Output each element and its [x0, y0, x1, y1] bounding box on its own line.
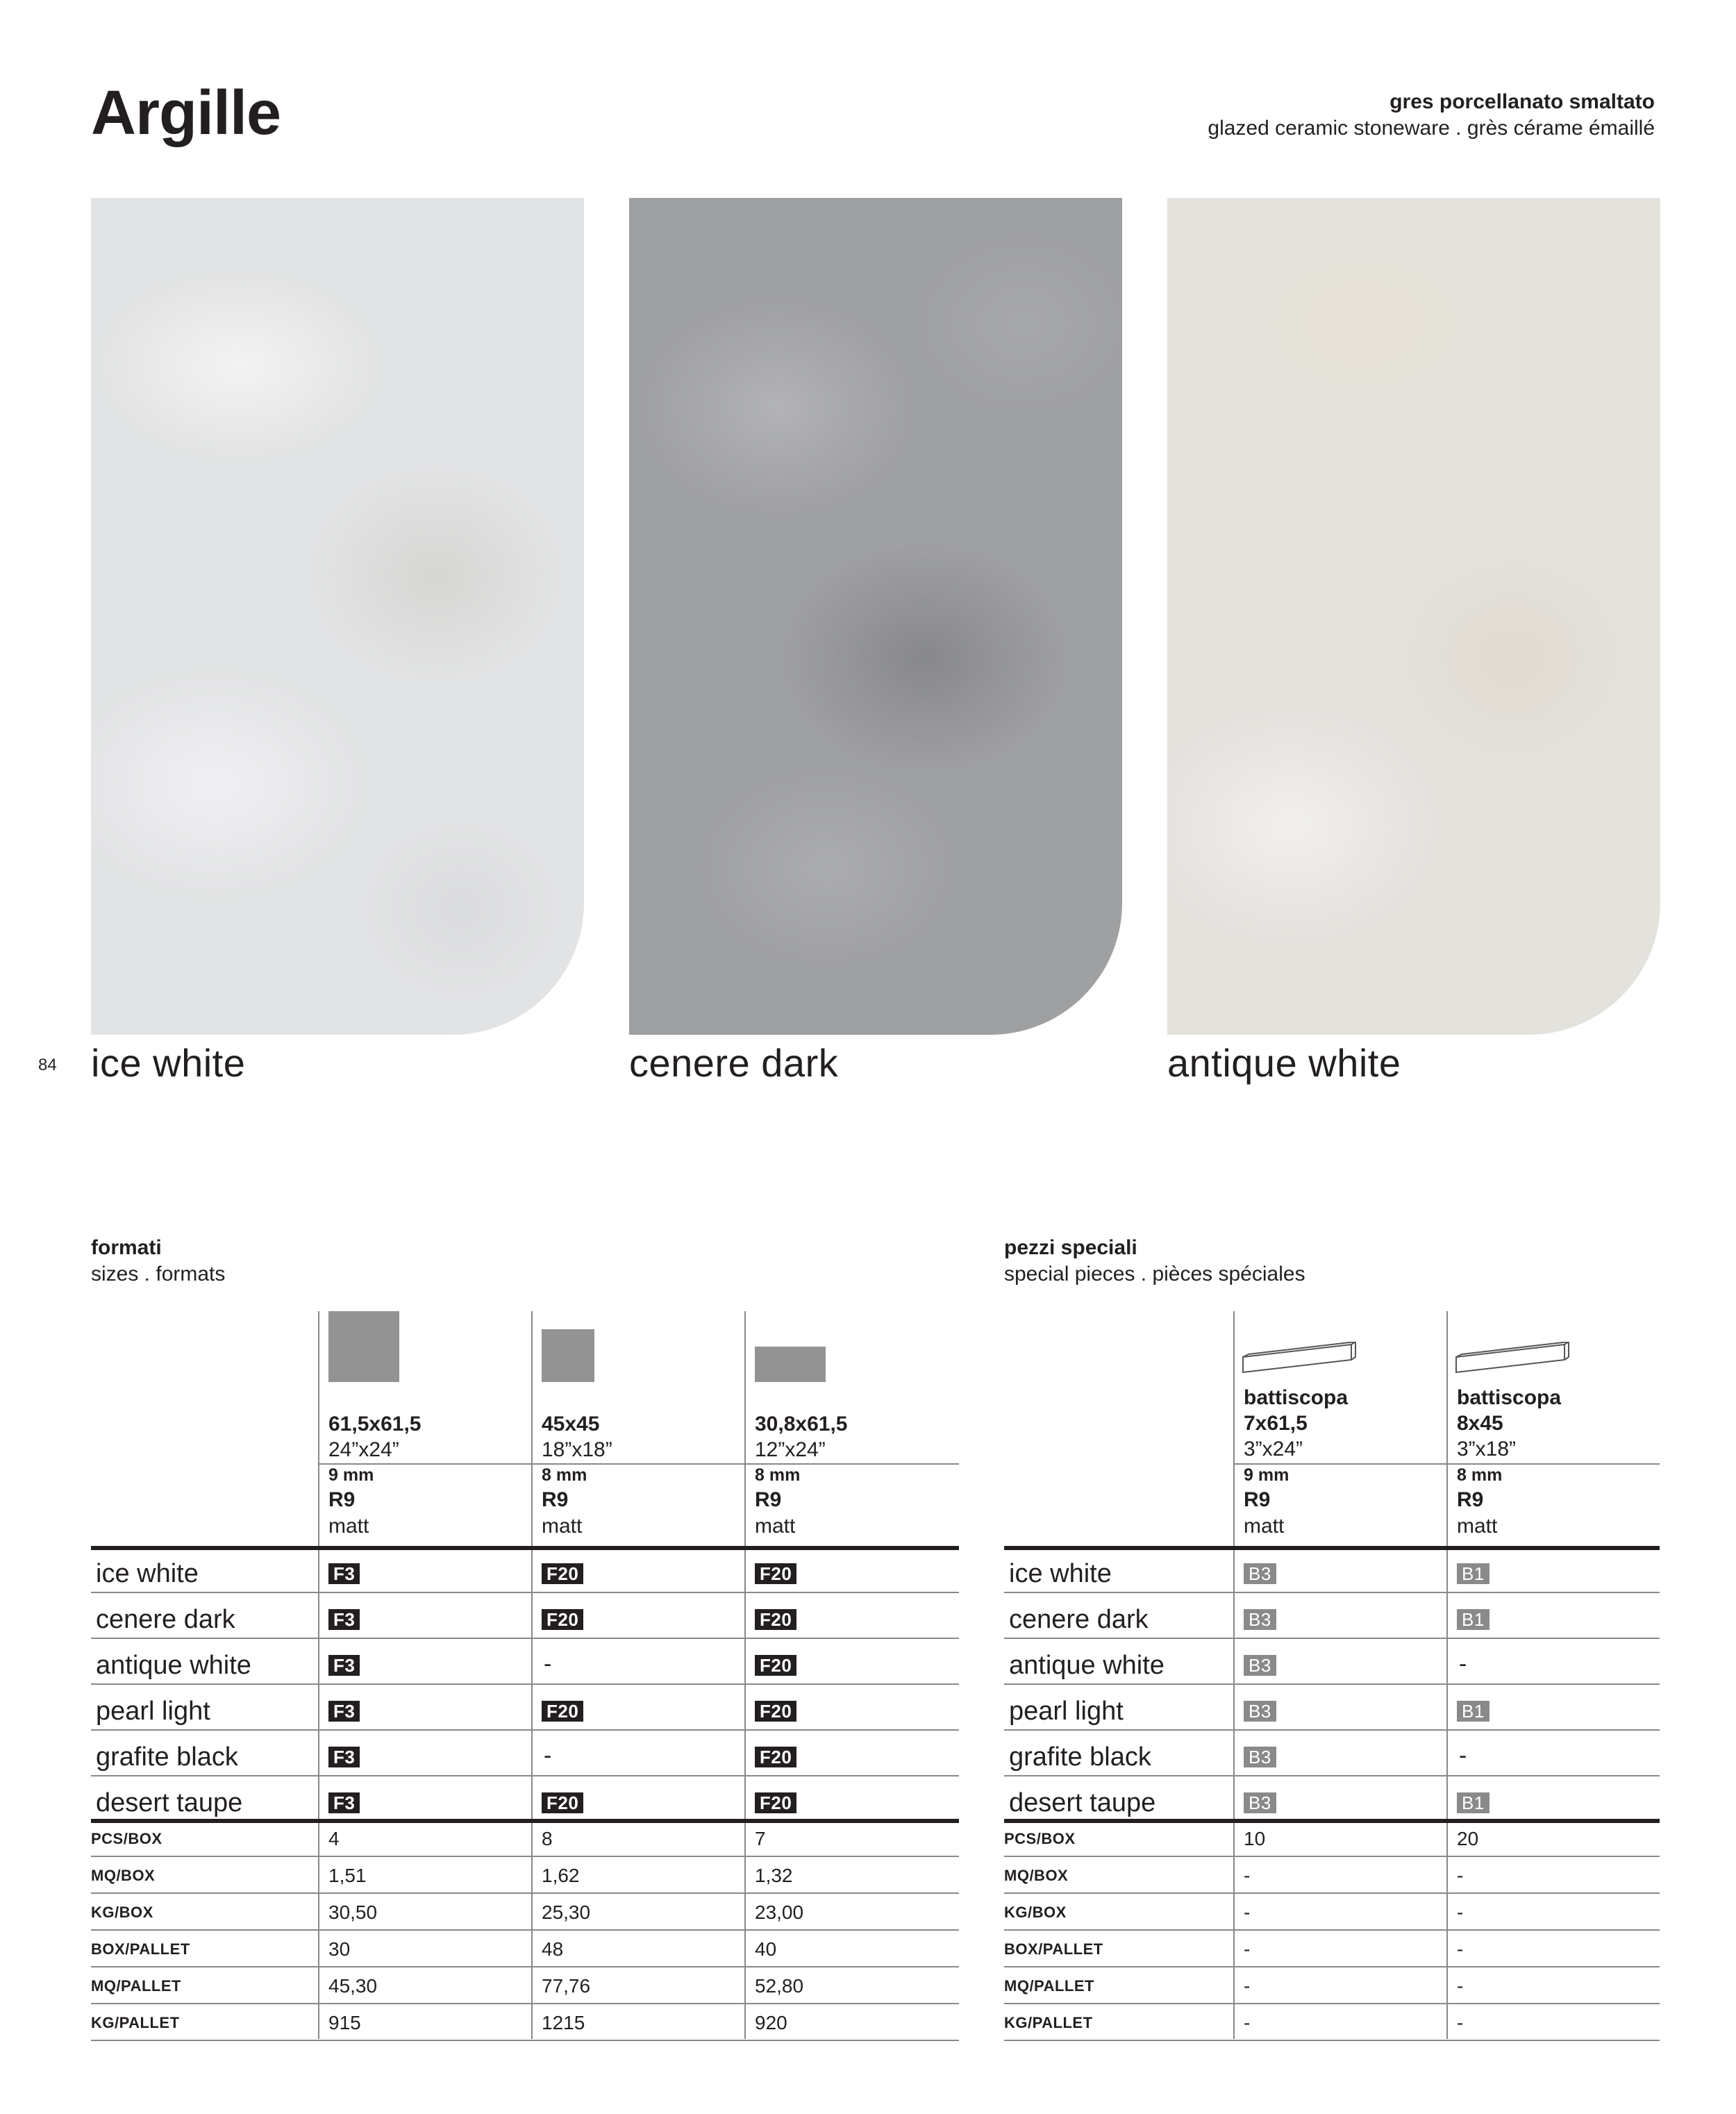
format-size-cm: 45x45 — [542, 1413, 600, 1435]
stat-label: MQ/BOX — [91, 1867, 156, 1884]
stat-value: 23,00 — [755, 1901, 804, 1923]
special-piece-specs — [1457, 1464, 1502, 1539]
table-row-label: ice white — [1009, 1559, 1112, 1588]
format-thickness: 9 mm — [328, 1465, 374, 1485]
packaging-code-badge: F20 — [542, 1792, 583, 1813]
format-header — [542, 1411, 612, 1463]
special-piece-size-in: 3”x24” — [1244, 1438, 1303, 1460]
stat-label: MQ/PALLET — [1004, 1977, 1094, 1995]
stat-label: BOX/PALLET — [1004, 1940, 1103, 1958]
stat-value: - — [1244, 2012, 1251, 2033]
stat-value: 4 — [328, 1828, 340, 1849]
formats-title-translations: sizes . formats — [91, 1263, 226, 1285]
format-slip-rating: R9 — [542, 1488, 569, 1511]
formats-section-title — [91, 1235, 225, 1288]
packaging-code-badge: B3 — [1244, 1655, 1276, 1676]
packaging-code-badge: B3 — [1244, 1563, 1276, 1584]
stat-value: 1,51 — [328, 1865, 367, 1886]
special-piece-size-cm: 7x61,5 — [1244, 1412, 1308, 1435]
stat-label: KG/BOX — [1004, 1904, 1067, 1921]
tile-label: cenere dark — [629, 1041, 839, 1085]
packaging-code-badge: B3 — [1244, 1792, 1276, 1813]
format-finish: matt — [755, 1515, 796, 1538]
stat-value: - — [1457, 1865, 1464, 1886]
stat-value: 920 — [755, 2012, 787, 2033]
packaging-code-badge: F3 — [328, 1747, 360, 1767]
packaging-code-badge: B3 — [1244, 1609, 1276, 1630]
stat-value: - — [1457, 1975, 1464, 1997]
stat-value: - — [1244, 1938, 1251, 1960]
packaging-code-badge: F20 — [755, 1563, 796, 1584]
stat-value: 1,32 — [755, 1865, 793, 1886]
format-shape-45x45 — [542, 1329, 594, 1382]
stat-value: - — [1457, 2012, 1464, 2033]
stat-value: - — [1457, 1938, 1464, 1960]
table-row-label: antique white — [1009, 1651, 1165, 1680]
page-title: Argille — [91, 78, 281, 148]
stat-value: - — [1244, 1865, 1251, 1886]
format-thickness: 8 mm — [542, 1465, 587, 1485]
packaging-code-badge: F3 — [328, 1701, 360, 1722]
stat-value: 20 — [1457, 1828, 1479, 1849]
stat-value: 48 — [542, 1938, 564, 1960]
table-row-label: pearl light — [96, 1697, 210, 1726]
stat-value: 52,80 — [755, 1975, 804, 1997]
format-thickness: 8 mm — [755, 1465, 801, 1485]
format-finish: matt — [542, 1515, 583, 1538]
stat-value: 30 — [328, 1938, 351, 1960]
table-row-label: cenere dark — [96, 1605, 235, 1634]
format-slip-rating: R9 — [755, 1488, 782, 1511]
packaging-code-badge: F3 — [328, 1609, 360, 1630]
page-subtitle — [1208, 89, 1655, 142]
packaging-code-badge: B1 — [1457, 1792, 1489, 1813]
not-available-dash: - — [544, 1651, 552, 1677]
tile-swatch-cenere-dark — [629, 198, 1122, 1035]
packaging-code-badge: F20 — [755, 1792, 796, 1813]
stat-value: 30,50 — [328, 1901, 378, 1923]
packaging-code-badge: B3 — [1244, 1701, 1276, 1722]
format-specs — [755, 1464, 800, 1539]
skirting-board-icon — [1242, 1342, 1360, 1383]
format-header — [328, 1411, 421, 1463]
stat-value: - — [1457, 1901, 1464, 1923]
stat-label: BOX/PALLET — [91, 1940, 190, 1958]
stat-label: MQ/PALLET — [91, 1977, 181, 1995]
special-piece-specs — [1244, 1464, 1289, 1539]
stat-value: 40 — [755, 1938, 777, 1960]
packaging-code-badge: F20 — [755, 1655, 796, 1676]
stat-value: 1215 — [542, 2012, 585, 2033]
stat-label: KG/PALLET — [1004, 2014, 1093, 2031]
packaging-code-badge: B3 — [1244, 1747, 1276, 1767]
stat-value: 915 — [328, 2012, 361, 2033]
format-size-cm: 61,5x61,5 — [328, 1413, 422, 1435]
tile-swatch-ice-white — [91, 198, 584, 1035]
stat-label: KG/PALLET — [91, 2014, 180, 2031]
stat-value: 77,76 — [542, 1975, 591, 1997]
special-piece-name: battiscopa — [1244, 1386, 1349, 1409]
format-specs — [328, 1464, 374, 1539]
packaging-code-badge: F20 — [542, 1701, 583, 1722]
format-size-in: 18”x18” — [542, 1438, 612, 1461]
special-piece-size-in: 3”x18” — [1457, 1438, 1517, 1460]
special-piece-thickness: 9 mm — [1244, 1465, 1290, 1485]
subtitle-translations: glazed ceramic stoneware . grès cérame émaillé — [1208, 117, 1655, 140]
packaging-code-badge: F3 — [328, 1563, 360, 1584]
stat-value: 25,30 — [542, 1901, 591, 1923]
special-piece-name: battiscopa — [1457, 1386, 1562, 1409]
skirting-board-icon — [1455, 1342, 1573, 1383]
page-number: 84 — [38, 1056, 57, 1074]
stat-value: - — [1244, 1901, 1251, 1923]
format-specs — [542, 1464, 587, 1539]
stat-value: 10 — [1244, 1828, 1266, 1849]
format-slip-rating: R9 — [328, 1488, 356, 1511]
tile-swatch-antique-white — [1167, 198, 1660, 1035]
packaging-code-badge: B1 — [1457, 1609, 1489, 1630]
tile-label: ice white — [91, 1041, 246, 1085]
stat-value: 8 — [542, 1828, 553, 1849]
special-title-italian: pezzi speciali — [1004, 1236, 1137, 1259]
special-piece-size-cm: 8x45 — [1457, 1412, 1503, 1435]
not-available-dash: - — [1459, 1742, 1467, 1769]
format-shape-61x61 — [328, 1311, 399, 1382]
special-piece-header — [1457, 1385, 1561, 1462]
stat-value: - — [1244, 1975, 1251, 1997]
special-piece-thickness: 8 mm — [1457, 1465, 1503, 1485]
packaging-code-badge: B1 — [1457, 1701, 1489, 1722]
special-piece-finish: matt — [1244, 1515, 1285, 1538]
format-size-cm: 30,8x61,5 — [755, 1413, 848, 1435]
table-row-label: antique white — [96, 1651, 251, 1680]
table-row-label: grafite black — [1009, 1742, 1151, 1772]
table-row-label: desert taupe — [96, 1788, 243, 1817]
packaging-code-badge: F3 — [328, 1792, 360, 1813]
packaging-code-badge: F20 — [755, 1747, 796, 1767]
packaging-code-badge: F20 — [542, 1609, 583, 1630]
table-row-label: desert taupe — [1009, 1788, 1156, 1817]
stat-value: 1,62 — [542, 1865, 580, 1886]
table-row-label: grafite black — [96, 1742, 238, 1772]
not-available-dash: - — [1459, 1651, 1467, 1677]
table-row-label: cenere dark — [1009, 1605, 1149, 1634]
special-section-title — [1004, 1235, 1305, 1288]
stat-label: PCS/BOX — [91, 1830, 162, 1847]
stat-value: 45,30 — [328, 1975, 378, 1997]
packaging-code-badge: F20 — [755, 1701, 796, 1722]
special-piece-finish: matt — [1457, 1515, 1498, 1538]
tile-label: antique white — [1167, 1041, 1401, 1085]
stat-label: PCS/BOX — [1004, 1830, 1076, 1847]
table-row-label: pearl light — [1009, 1697, 1124, 1726]
packaging-code-badge: F20 — [755, 1609, 796, 1630]
special-piece-slip-rating: R9 — [1244, 1488, 1271, 1511]
format-shape-30x61 — [755, 1347, 826, 1382]
stat-value: 7 — [755, 1828, 766, 1849]
format-size-in: 12”x24” — [755, 1438, 826, 1461]
table-row-label: ice white — [96, 1559, 199, 1588]
special-piece-slip-rating: R9 — [1457, 1488, 1484, 1511]
format-size-in: 24”x24” — [328, 1438, 399, 1461]
stat-label: KG/BOX — [91, 1904, 153, 1921]
format-header — [755, 1411, 847, 1463]
format-finish: matt — [328, 1515, 369, 1538]
special-title-translations: special pieces . pièces spéciales — [1004, 1263, 1305, 1285]
subtitle-italian: gres porcellanato smaltato — [1389, 90, 1655, 113]
packaging-code-badge: F20 — [542, 1563, 583, 1584]
packaging-code-badge: F3 — [328, 1655, 360, 1676]
formats-title-italian: formati — [91, 1236, 162, 1259]
stat-label: MQ/BOX — [1004, 1867, 1069, 1884]
packaging-code-badge: B1 — [1457, 1563, 1489, 1584]
not-available-dash: - — [544, 1742, 552, 1769]
special-piece-header — [1244, 1385, 1348, 1462]
